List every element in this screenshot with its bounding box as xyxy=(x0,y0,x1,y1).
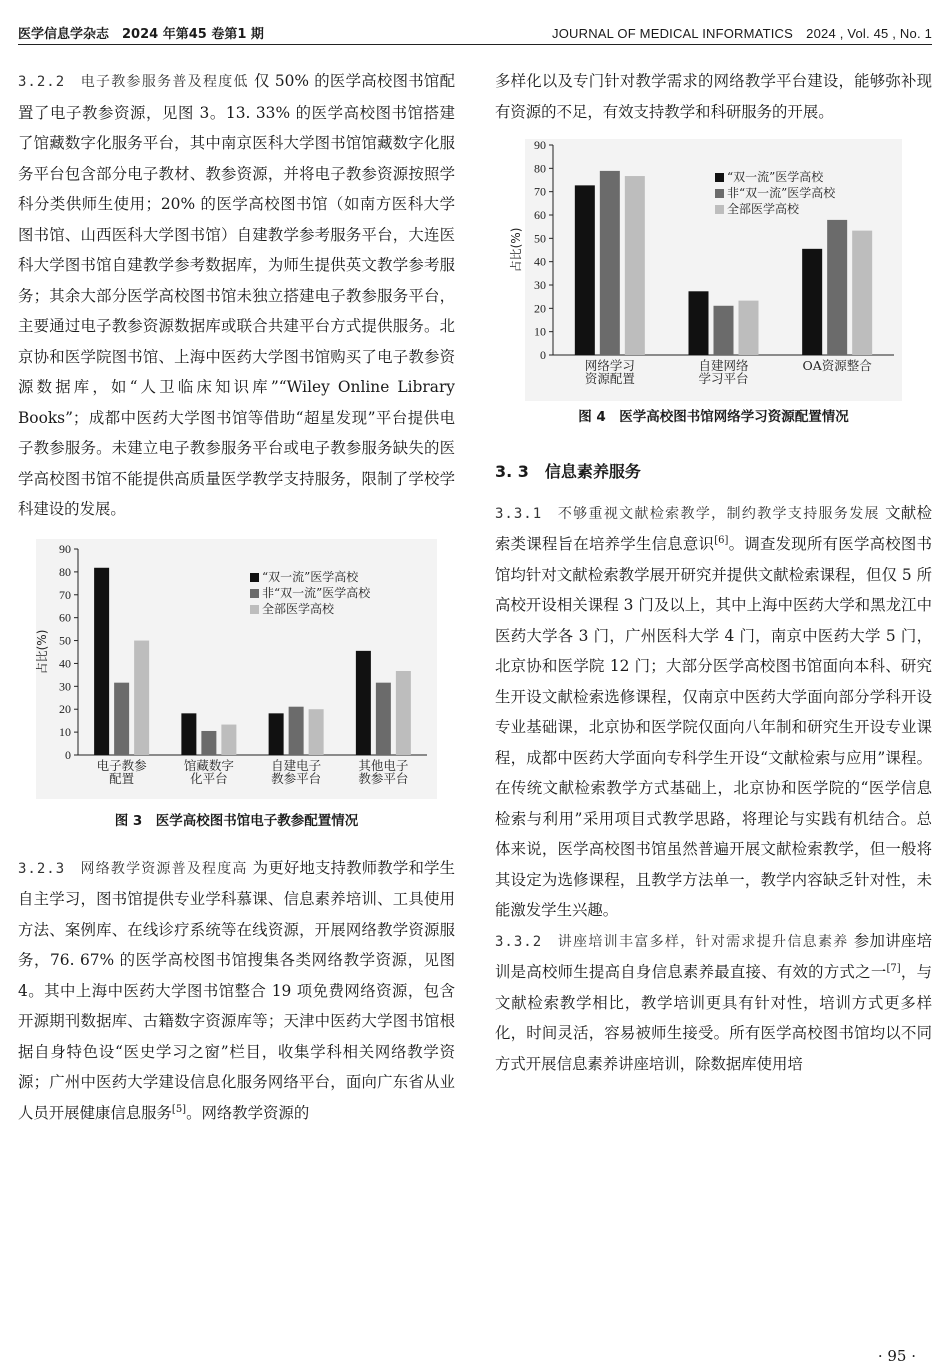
bar-4-2 xyxy=(376,682,391,754)
bar-3-1 xyxy=(269,713,284,755)
section-body-3-3-2b: ，与文献检索教学相比，教学培训更具有针对性，培训方式更多样化，时间灵活，容易被师生接受。所有医学高校图书馆均以不同方式开展信息素养讲座培训，除数据库使用培 xyxy=(495,963,932,1073)
bar-1-2 xyxy=(600,171,620,355)
x-category-label: 网络学习 xyxy=(584,358,635,373)
bar-4-3 xyxy=(396,670,411,754)
x-category-label: 其他电子 xyxy=(358,757,409,773)
section-body-3-2-3: 为更好地支持教师教学和学生自主学习，图书馆提供专业学科慕课、信息素养培训、工具使用方法、案例库、在线诊疗系统等在线资源，开展网络教学资源服务，76. 67% 的医学高校图书馆搜集各类网络教学资源，见图 4。其中上海中医药大学图书馆整合 19 项免费网络资源，包含开源期刊数据库、古籍数字资源库等；天津中医药大学图书馆根据自身特色设“医史学习之窗”栏目，收集学科相关网络教学资源；广州中医药大学建设信息化服务网络平台，面向广东省从业人员开展健康信息服务 xyxy=(18,858,455,1122)
y-tick-label: 20 xyxy=(534,301,546,316)
page-number: · 95 · xyxy=(877,1347,916,1365)
bar-2-3 xyxy=(221,724,236,754)
y-tick-label: 10 xyxy=(534,324,546,339)
bar-1-3 xyxy=(625,176,645,355)
y-tick-label: 30 xyxy=(59,678,71,693)
section-heading-3-3: 3. 3 信息素养服务 xyxy=(495,462,641,481)
section-body-3-2-3-tail: 。网络教学资源的 xyxy=(186,1103,310,1122)
y-tick-label: 40 xyxy=(59,655,71,670)
bar-3-3 xyxy=(309,709,324,755)
y-tick-label: 0 xyxy=(540,348,546,362)
section-body-3-3-1b: 。调查发现所有医学高校图书馆均针对文献检索教学展开研究并提供文献检索课程，但仅 5 所高校开设相关课程 3 门及以上，其中上海中医药大学和黑龙江中医药大学各 3 门，广州医科大学 4 门，南京中医药大学 5 门，北京协和医学院 12 门；大部分医学高校图书馆面向本科、研究生开设文献检索选修课程，仅南京中医药大学面向部分学科开设专业基础课，北京协和医学院仅面向八年制和研究生开设专业课程，成都中医药大学面向专科学生开设“文献检索与应用”课程。在传统文献检索教学方式基础上，北京协和医学院的“医学信息检索与利用”采用项目式教学思路，将理论与实践有机结合。总体来说，医学高校图书馆虽然普遍开展文献检索教学，但一般将其设定为选修课程，且教学方法单一，教学内容缺乏针对性，未能激发学生兴趣。 xyxy=(495,535,932,919)
legend-label-3: 全部医学高校 xyxy=(727,202,800,216)
y-tick-label: 50 xyxy=(534,231,546,246)
x-category-label: 学习平台 xyxy=(698,371,749,386)
y-tick-label: 60 xyxy=(534,208,546,222)
legend-swatch-3 xyxy=(715,205,724,214)
y-tick-label: 90 xyxy=(534,139,546,152)
left-column xyxy=(18,66,455,1128)
legend-swatch-2 xyxy=(250,589,259,598)
x-category-label: 教参平台 xyxy=(358,770,409,786)
right-intro-paragraph: 多样化以及专门针对教学需求的网络教学平台建设，能够弥补现有资源的不足，有效支持教学和科研服务的开展。 xyxy=(495,72,932,121)
bar-2-2 xyxy=(714,306,734,355)
y-axis-label: 占比(%) xyxy=(509,227,523,273)
bar-2-2 xyxy=(201,730,216,754)
running-header xyxy=(18,16,932,45)
x-category-label: 资源配置 xyxy=(584,371,635,386)
section-body-3-3-1a: 文献检索类课程旨在培养学生信息意识 xyxy=(495,503,932,553)
section-heading-3-3-2: 3.3.2 讲座培训丰富多样，针对需求提升信息素养 xyxy=(495,933,849,950)
y-tick-label: 10 xyxy=(59,724,71,739)
x-category-label: 化平台 xyxy=(190,770,228,786)
y-tick-label: 70 xyxy=(534,184,546,199)
legend-label-1: “双一流”医学高校 xyxy=(727,170,824,184)
section-3-2-3 xyxy=(18,853,455,1129)
x-category-label: 教参平台 xyxy=(271,770,322,786)
y-tick-label: 40 xyxy=(534,254,546,269)
y-tick-label: 50 xyxy=(59,633,71,648)
figure-3-caption: 图 3 医学高校图书馆电子教参配置情况 xyxy=(114,812,359,829)
y-tick-label: 80 xyxy=(59,564,71,579)
section-body-3-3-2a: 参加讲座培训是高校师生提高自身信息素养最直接、有效的方式之一 xyxy=(495,931,932,981)
y-tick-label: 60 xyxy=(59,610,71,625)
figure-3-chart xyxy=(18,539,455,799)
y-tick-label: 0 xyxy=(65,747,71,762)
y-tick-label: 80 xyxy=(534,161,546,176)
section-body-3-2-2: 仅 50% 的医学高校图书馆配置了电子教参资源，见图 3。13. 33% 的医学高校图书馆搭建了馆藏数字化服务平台，其中南京医科大学图书馆馆藏数字化服务平台包含部分电子教材、教参资源，并将电子教参资源按照学科分类供师生使用；20% 的医学高校图书馆（如南方医科大学图书馆、山西医科大学图书馆）自建教学参考服务平台，大连医科大学图书馆自建教学参考数据库，为师生提供英文教学参考服务；其余大部分医学高校图书馆未独立搭建电子教参服务平台，主要通过电子教参资源数据库或联合共建平台方式提供服务。北京协和医学院图书馆、上海中医药大学图书馆购买了电子教参资源数据库，如“人卫临床知识库”“Wiley Online Library Books”；成都中医药大学图书馆等借助“超星发现”平台提供电子教参服务。未建立电子教参服务平台或电子教参服务缺失的医学高校图书馆不能提供高质量医学教学支持服务，限制了学校学科建设的发展。 xyxy=(18,72,455,518)
section-3-3-1 xyxy=(495,498,932,926)
bar-2-3 xyxy=(739,301,759,355)
bar-3-2 xyxy=(289,706,304,754)
x-category-label: 自建网络 xyxy=(698,358,749,373)
legend-label-1: “双一流”医学高校 xyxy=(262,569,359,584)
section-heading-3-2-3: 3.2.3 网络教学资源普及程度高 xyxy=(18,860,248,877)
bar-3-2 xyxy=(827,220,847,355)
bar-3-3 xyxy=(852,231,872,355)
x-category-label: 配置 xyxy=(109,770,135,786)
x-category-label: 馆藏数字 xyxy=(183,757,234,773)
citation-7[interactable]: [7] xyxy=(886,962,901,974)
bar-1-2 xyxy=(114,682,129,754)
y-tick-label: 90 xyxy=(59,541,71,556)
legend-swatch-2 xyxy=(715,189,724,198)
citation-5[interactable]: [5] xyxy=(171,1103,187,1115)
bar-1-1 xyxy=(94,567,109,754)
legend-swatch-1 xyxy=(250,573,259,582)
x-category-label: 自建电子 xyxy=(271,757,322,773)
y-axis-label: 占比(%) xyxy=(35,629,49,674)
citation-6[interactable]: [6] xyxy=(714,534,729,546)
bar-2-1 xyxy=(689,291,709,355)
bar-1-3 xyxy=(134,640,149,754)
x-category-label: OA资源整合 xyxy=(802,358,872,373)
journal-issue-en: JOURNAL OF MEDICAL INFORMATICS 2024 , Vol. 45 , No. 1 xyxy=(552,26,932,41)
legend-label-3: 全部医学高校 xyxy=(262,601,335,616)
figure-4-caption: 图 4 医学高校图书馆网络学习资源配置情况 xyxy=(578,409,849,425)
legend-label-2: 非“双一流”医学高校 xyxy=(262,585,371,600)
y-tick-label: 70 xyxy=(59,587,71,602)
section-3-2-2 xyxy=(18,66,455,525)
figure-4-chart xyxy=(495,139,932,401)
y-tick-label: 30 xyxy=(534,278,546,292)
bar-4-1 xyxy=(356,650,371,754)
bar-3-1 xyxy=(802,249,822,355)
figure-3 xyxy=(18,539,455,831)
bar-2-1 xyxy=(181,713,196,755)
section-heading-3-3-1: 3.3.1 不够重视文献检索教学，制约教学支持服务发展 xyxy=(495,505,880,522)
section-3-3-2 xyxy=(495,926,932,1080)
bar-1-1 xyxy=(575,185,595,355)
legend-label-2: 非“双一流”医学高校 xyxy=(727,186,836,200)
figure-4 xyxy=(495,139,932,427)
section-heading-3-2-2: 3.2.2 电子教参服务普及程度低 xyxy=(18,74,249,90)
legend-swatch-3 xyxy=(250,605,259,614)
right-column xyxy=(495,66,932,1079)
legend-swatch-1 xyxy=(715,173,724,182)
x-category-label: 电子教参 xyxy=(96,757,147,773)
journal-issue-cn: 医学信息学杂志 2024 年第45 卷第1 期 xyxy=(18,27,264,42)
y-tick-label: 20 xyxy=(59,701,71,716)
